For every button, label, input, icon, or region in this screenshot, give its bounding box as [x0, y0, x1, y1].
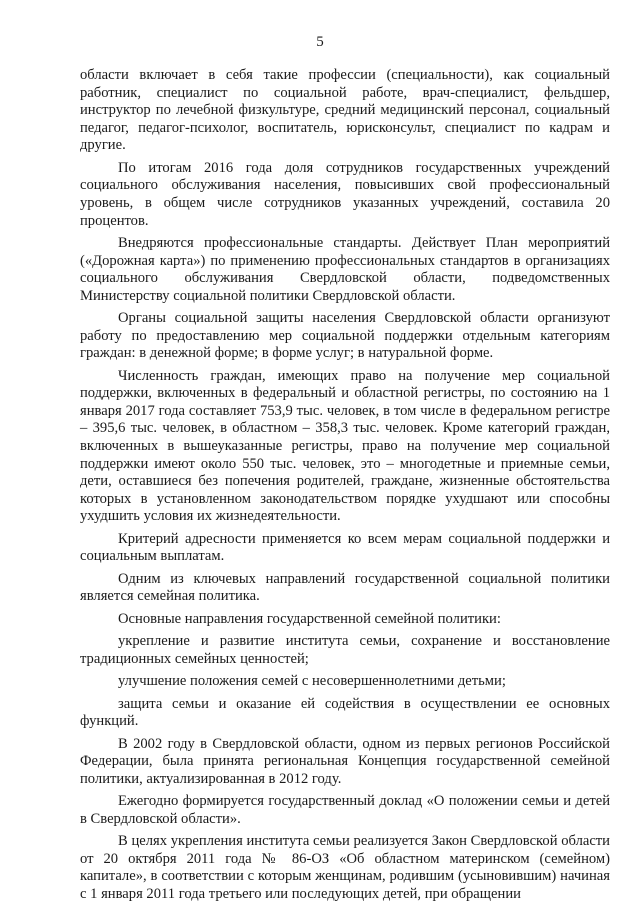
- paragraph: Основные направления государственной семейной политики:: [118, 610, 501, 627]
- paragraph: Численность граждан, имеющих право на получение мер социальной поддержки, включенных в федеральный и областной регистры, по состоянию на 1 января 2017 года составляет 753,9 тыс. человек, в том числе в федеральном регистре – 395,6 тыс. человек, в областном – 358,3 тыс. человек. Кроме категорий граждан, включенных в вышеуказанные регистры, право на получение мер социальной поддержки имеют около 550 тыс. человек, это – многодетные и приемные семьи, дети, оставшиеся без попечения родителей, граждане, жизненные обстоятельства которых в установленном законодательством порядке ухудшают или способны ухудшить условия их жизнедеятельности.: [80, 367, 610, 525]
- paragraph: По итогам 2016 года доля сотрудников государственных учреждений социального обслуживания населения, повысивших свой профессиональный уровень, в общем числе сотрудников указанных учреждений, составила 20 процентов.: [80, 159, 610, 229]
- list-item: укрепление и развитие института семьи, сохранение и восстановление традиционных семейных ценностей;: [80, 633, 610, 667]
- list-item: улучшение положения семей с несовершеннолетними детьми;: [118, 673, 506, 690]
- paragraph: Внедряются профессиональные стандарты. Действует План мероприятий («Дорожная карта») по применению профессиональных стандартов в организациях социального обслуживания Свердловской области, подведомственных Министерству социальной политики Свердловской области.: [80, 234, 610, 304]
- page-number: 5: [316, 34, 324, 50]
- paragraph: Критерий адресности применяется ко всем мерам социальной поддержки и социальным выплатам.: [80, 530, 610, 565]
- paragraph: Ежегодно формируется государственный доклад «О положении семьи и детей в Свердловской области».: [80, 793, 610, 827]
- paragraph: Одним из ключевых направлений государственной социальной политики является семейная политика.: [80, 570, 610, 605]
- paragraph: Органы социальной защиты населения Свердловской области организуют работу по предоставлению мер социальной поддержки отдельным категориям граждан: в денежной форме; в форме услуг; в натуральной форме.: [80, 310, 610, 362]
- list-item: защита семьи и оказание ей содействия в осуществлении ее основных функций.: [80, 695, 610, 730]
- paragraph: В целях укрепления института семьи реализуется Закон Свердловской области от 20 октября 2011 года № 86-ОЗ «Об областном материнском (семейном) капитале», в соответствии с которым женщинам, родившим (усыновившим) начиная с 1 января 2011 года третьего или последующих детей, при обращении: [80, 833, 610, 902]
- paragraph: В 2002 году в Свердловской области, одном из первых регионов Российской Федерации, была принята региональная Концепция государственной семейной политики, актуализированная в 2012 году.: [80, 735, 610, 787]
- page-body: [80, 67, 610, 908]
- paragraph: области включает в себя такие профессии (специальности), как социальный работник, специалист по социальной работе, врач-специалист, фельдшер, инструктор по лечебной физкультуре, средний медицинский персонал, социальный педагог, педагог-психолог, воспитатель, юрисконсульт, специалист по кадрам и другие.: [80, 67, 610, 154]
